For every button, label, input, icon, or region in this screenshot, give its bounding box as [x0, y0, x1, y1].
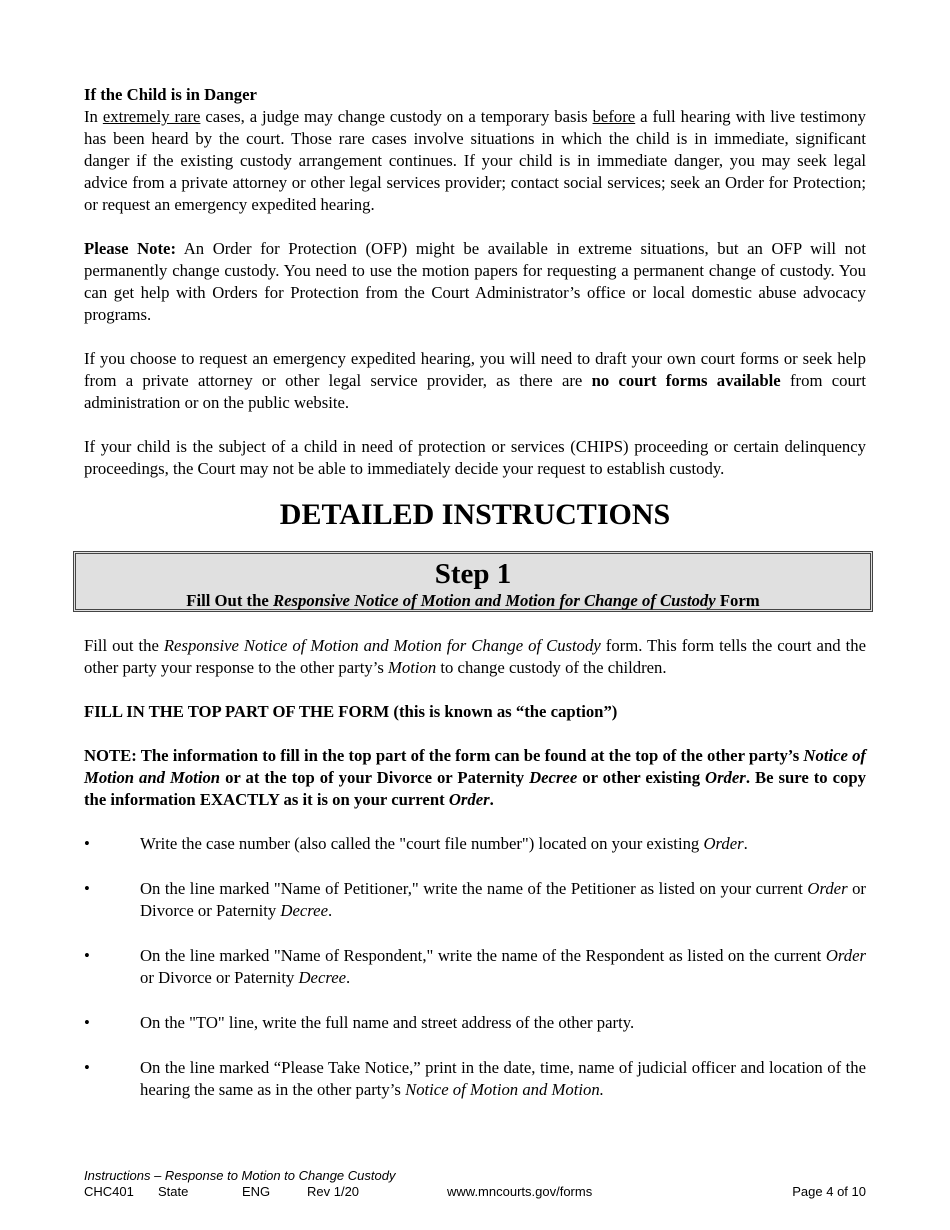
emergency-paragraph: [84, 348, 866, 414]
page-footer: [84, 1168, 866, 1200]
section-heading-danger: If the Child is in Danger: [84, 85, 257, 104]
list-item: [84, 1012, 866, 1034]
text-run: form. This form tells the court and the other party your response to the other party’s: [84, 636, 866, 677]
text-run: or other existing: [577, 768, 706, 787]
text-run: or at the top of your Divorce or Paternity: [220, 768, 530, 787]
bullet-icon: •: [84, 946, 90, 965]
footer-title: Instructions – Response to Motion to Change Custody: [84, 1168, 396, 1183]
text-run: An Order for Protection (OFP) might be available in extreme situations, but an OFP will not permanently change custody. You need to use the motion papers for requesting a permanent change of custody. You can get help with Orders for Protection from the Court Administrator’s office or local domestic abuse advocacy programs.: [84, 239, 866, 324]
list-item: [84, 878, 866, 922]
text-run: .: [346, 968, 351, 987]
text-run: Write the case number (also called the "court file number") located on your existing: [140, 834, 704, 853]
italic-text: Decree: [280, 901, 328, 920]
italic-text: Order: [825, 946, 866, 965]
bold-text: no court forms available: [591, 371, 781, 390]
text-run: Fill Out the: [186, 591, 273, 610]
bullet-icon: •: [84, 879, 90, 898]
text-run: Fill out the: [84, 636, 164, 655]
text-run: to change custody of the children.: [436, 658, 667, 677]
page-number: Page 4 of 10: [792, 1184, 866, 1199]
form-scope: State: [158, 1184, 189, 1199]
italic-text: Decree: [529, 768, 578, 787]
step-subtitle: [76, 591, 870, 611]
form-code: CHC401: [84, 1184, 134, 1199]
text-run: .: [489, 790, 494, 809]
list-item: [84, 1057, 866, 1101]
list-item: [84, 833, 866, 855]
please-note-paragraph: [84, 238, 866, 326]
text-run: or Divorce or Paternity: [140, 879, 866, 920]
form-revision: Rev 1/20: [307, 1184, 360, 1199]
instruction-list: [84, 833, 866, 1101]
italic-text: Responsive Notice of Motion and Motion for Change of Custody: [163, 636, 601, 655]
caption-heading: FILL IN THE TOP PART OF THE FORM (this is known as “the caption”): [84, 702, 618, 721]
text-run: cases, a judge may change custody on a temporary basis: [200, 107, 593, 126]
bullet-icon: •: [84, 834, 90, 853]
text-run: . Be sure to copy the information EXACTLY as it is on your current: [84, 768, 866, 809]
footer-row: [84, 1184, 866, 1200]
text-run: from court administration or on the public website.: [84, 371, 866, 412]
italic-text: Notice of Motion and Motion: [84, 746, 866, 787]
italic-text: Responsive Notice of Motion and Motion for Change of Custody: [272, 591, 716, 610]
page-title: DETAILED INSTRUCTIONS: [279, 498, 671, 531]
footer-url[interactable]: www.mncourts.gov/forms: [447, 1184, 593, 1199]
text-run: a full hearing with live testimony has been heard by the court. Those rare cases involve situations in which the child is in immediate, significant danger if the existing custody arrangement continues. If your child is in immediate danger, you may seek legal advice from a private attorney or other legal services provider; contact social services; seek an Order for Protection; or request an emergency expedited hearing.: [84, 107, 866, 214]
text-run: In: [84, 107, 103, 126]
text-run: On the line marked "Name of Respondent," write the name of the Respondent as listed on the current: [140, 946, 826, 965]
italic-text: Order: [703, 834, 744, 853]
please-note-label: Please Note:: [84, 239, 177, 258]
text-run: or Divorce or Paternity: [140, 968, 299, 987]
text-run: Form: [715, 591, 760, 610]
text-run: .: [327, 901, 333, 920]
bullet-icon: •: [84, 1013, 90, 1032]
text-run: If you choose to request an emergency expedited hearing, you will need to draft your own court forms or seek help from a private attorney or other legal service provider, as there are: [84, 349, 866, 390]
danger-paragraph: [84, 106, 866, 216]
italic-text: Decree: [298, 968, 347, 987]
italic-text: Order: [807, 879, 848, 898]
text-run: On the "TO" line, write the full name and street address of the other party.: [140, 1013, 635, 1032]
text-run: NOTE: The information to fill in the top part of the form can be found at the top of the other party’s: [84, 746, 804, 765]
step-title: Step 1: [434, 558, 512, 590]
text-run: .: [743, 834, 748, 853]
fill-intro-paragraph: [84, 635, 866, 679]
italic-text: Notice of Motion and Motion.: [405, 1080, 604, 1099]
document-body: [84, 84, 866, 1101]
underlined-text: extremely rare: [102, 107, 201, 126]
note-caption-paragraph: [84, 745, 866, 811]
chips-paragraph: If your child is the subject of a child in need of protection or services (CHIPS) proceeding or certain delinquency proceedings, the Court may not be able to immediately decide your request to establish custody.: [84, 437, 866, 478]
underlined-text: before: [592, 107, 636, 126]
italic-text: Order: [705, 768, 746, 787]
italic-text: Motion: [388, 658, 437, 677]
form-language: ENG: [242, 1184, 271, 1199]
italic-text: Order: [448, 790, 490, 809]
text-run: On the line marked “Please Take Notice,” print in the date, time, name of judicial officer and location of the hearing the same as in the other party’s: [140, 1058, 866, 1099]
step-banner: [73, 551, 873, 612]
list-item: [84, 945, 866, 989]
bullet-icon: •: [84, 1058, 90, 1077]
text-run: On the line marked "Name of Petitioner," write the name of the Petitioner as listed on your current: [140, 879, 808, 898]
